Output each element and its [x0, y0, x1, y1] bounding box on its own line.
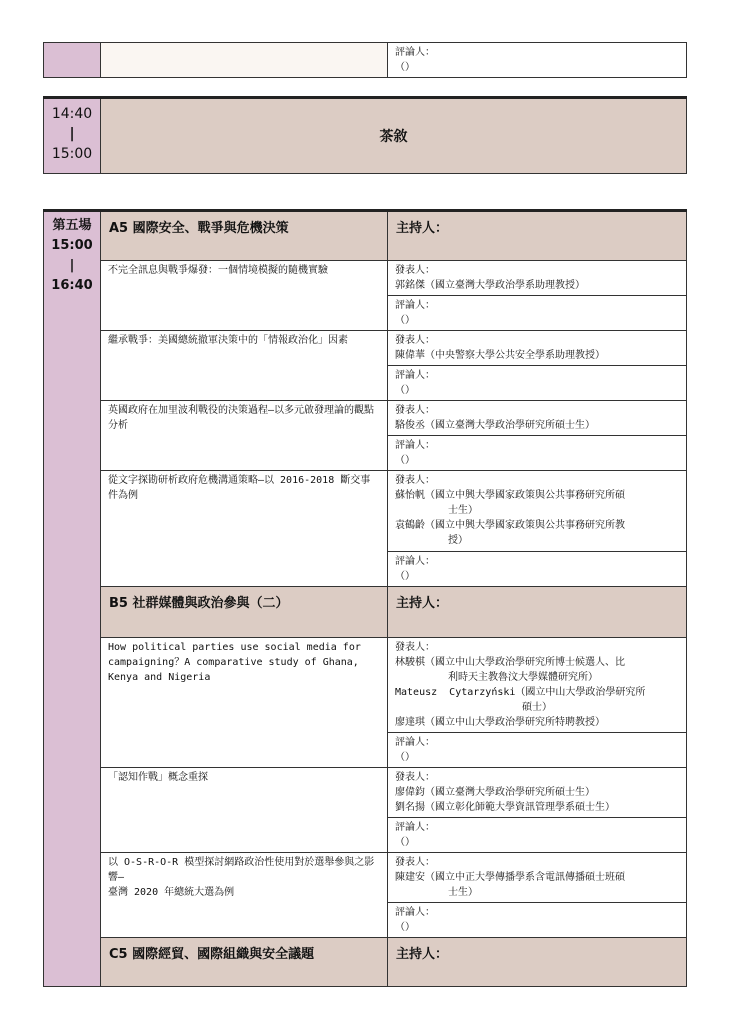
session-name: 第五場 [52, 218, 92, 233]
presenter: 廖偉鈞（國立臺灣大學政治學研究所碩士生） [395, 787, 595, 798]
reviewer-cell [388, 552, 687, 587]
time-separator: | [69, 126, 75, 142]
reviewer-cell [388, 436, 687, 471]
tea-break-time [44, 98, 101, 174]
reviewer-value: （） [395, 752, 415, 763]
presenter: 蘇怡帆（國立中興大學國家政策與公共事務研究所碩 [395, 490, 625, 501]
session-time-start: 15:00 [51, 238, 93, 253]
top-side-cell [44, 43, 101, 78]
presenter-cell [388, 638, 687, 733]
presenter-continued: 士生） [448, 887, 478, 898]
time-end: 15:00 [51, 146, 93, 162]
top-title-cell [101, 43, 388, 78]
reviewer-label: 評論人： [395, 300, 435, 311]
presenter-cell [388, 261, 687, 296]
presenter: 劉名揚（國立彰化師範大學資訊管理學系碩士生） [395, 802, 615, 813]
reviewer-value: （） [395, 922, 415, 933]
paper-title: 「認知作戰」概念重探 [101, 768, 388, 853]
track-title: A5 國際安全、戰爭與危機決策 [101, 211, 388, 261]
presenter-continued: 授） [448, 535, 468, 546]
reviewer-label: 評論人： [395, 737, 435, 748]
presenter-cell [388, 471, 687, 552]
presenter-continued: 士生） [448, 505, 478, 516]
presenter-continued: 碩士） [522, 702, 552, 713]
reviewer-label: 評論人： [395, 822, 435, 833]
paper-title: How political parties use social media for campaigning？A comparative study of Ghana, Kenya and Nigeria [101, 638, 388, 768]
reviewer-value: （） [395, 385, 415, 396]
reviewer-value: （） [395, 62, 415, 73]
presenter-label: 發表人： [395, 265, 435, 276]
top-reviewer-cell [388, 43, 687, 78]
presenter-label: 發表人： [395, 772, 435, 783]
paper-title: 不完全訊息與戰爭爆發：一個情境模擬的隨機實驗 [101, 261, 388, 331]
presenter: 廖達琪（國立中山大學政治學研究所特聘教授） [395, 717, 605, 728]
presenter-continued: 利時天主教魯汶大學媒體研究所） [448, 672, 598, 683]
paper-title: 以 O-S-R-O-R 模型探討網路政治性使用對於選舉參與之影響— 臺灣 2020 年總統大選為例 [101, 853, 388, 938]
reviewer-value: （） [395, 837, 415, 848]
track-title: B5 社群媒體與政治參與（二） [101, 587, 388, 638]
track-title: C5 國際經貿、國際組織與安全議題 [101, 938, 388, 987]
reviewer-label: 評論人： [395, 440, 435, 451]
reviewer-cell [388, 366, 687, 401]
reviewer-cell [388, 818, 687, 853]
reviewer-label: 評論人： [395, 370, 435, 381]
session-time-separator: | [69, 258, 75, 273]
presenter: 陳偉華（中央警察大學公共安全學系助理教授） [395, 350, 605, 361]
reviewer-cell [388, 733, 687, 768]
paper-title: 繼承戰爭：美國總統撤軍決策中的「情報政治化」因素 [101, 331, 388, 401]
reviewer-label: 評論人： [395, 47, 435, 58]
reviewer-value: （） [395, 455, 415, 466]
presenter-label: 發表人： [395, 405, 435, 416]
tea-break-table [43, 96, 687, 174]
presenter: 陳建安（國立中正大學傳播學系含電訊傳播碩士班碩 [395, 872, 625, 883]
tea-break-label: 茶敘 [101, 98, 687, 174]
host-label: 主持人： [388, 587, 687, 638]
time-start: 14:40 [51, 106, 93, 122]
reviewer-label: 評論人： [395, 907, 435, 918]
host-label: 主持人： [388, 211, 687, 261]
presenter: Mateusz Cytarzyński（國立中山大學政治學研究所 [395, 687, 646, 698]
reviewer-label: 評論人： [395, 556, 435, 567]
reviewer-value: （） [395, 571, 415, 582]
paper-title: 從文字探勘研析政府危機溝通策略—以 2016-2018 斷交事件為例 [101, 471, 388, 587]
session-table [43, 209, 687, 987]
session-time-end: 16:40 [51, 278, 93, 293]
presenter-cell [388, 768, 687, 818]
presenter: 林駿棋（國立中山大學政治學研究所博士候選人、比 [395, 657, 625, 668]
presenter-cell [388, 401, 687, 436]
top-table [43, 42, 687, 78]
presenter-label: 發表人： [395, 857, 435, 868]
presenter-cell [388, 853, 687, 903]
presenter-cell [388, 331, 687, 366]
reviewer-cell [388, 296, 687, 331]
presenter: 郭銘傑（國立臺灣大學政治學系助理教授） [395, 280, 585, 291]
host-label: 主持人： [388, 938, 687, 987]
presenter: 駱俊丞（國立臺灣大學政治學研究所碩士生） [395, 420, 595, 431]
reviewer-cell [388, 903, 687, 938]
session-time-cell [44, 211, 101, 987]
presenter-label: 發表人： [395, 475, 435, 486]
paper-title: 英國政府在加里波利戰役的決策過程—以多元啟發理論的觀點分析 [101, 401, 388, 471]
reviewer-value: （） [395, 315, 415, 326]
presenter-label: 發表人： [395, 335, 435, 346]
presenter-label: 發表人： [395, 642, 435, 653]
presenter: 袁鶴齡（國立中興大學國家政策與公共事務研究所教 [395, 520, 625, 531]
